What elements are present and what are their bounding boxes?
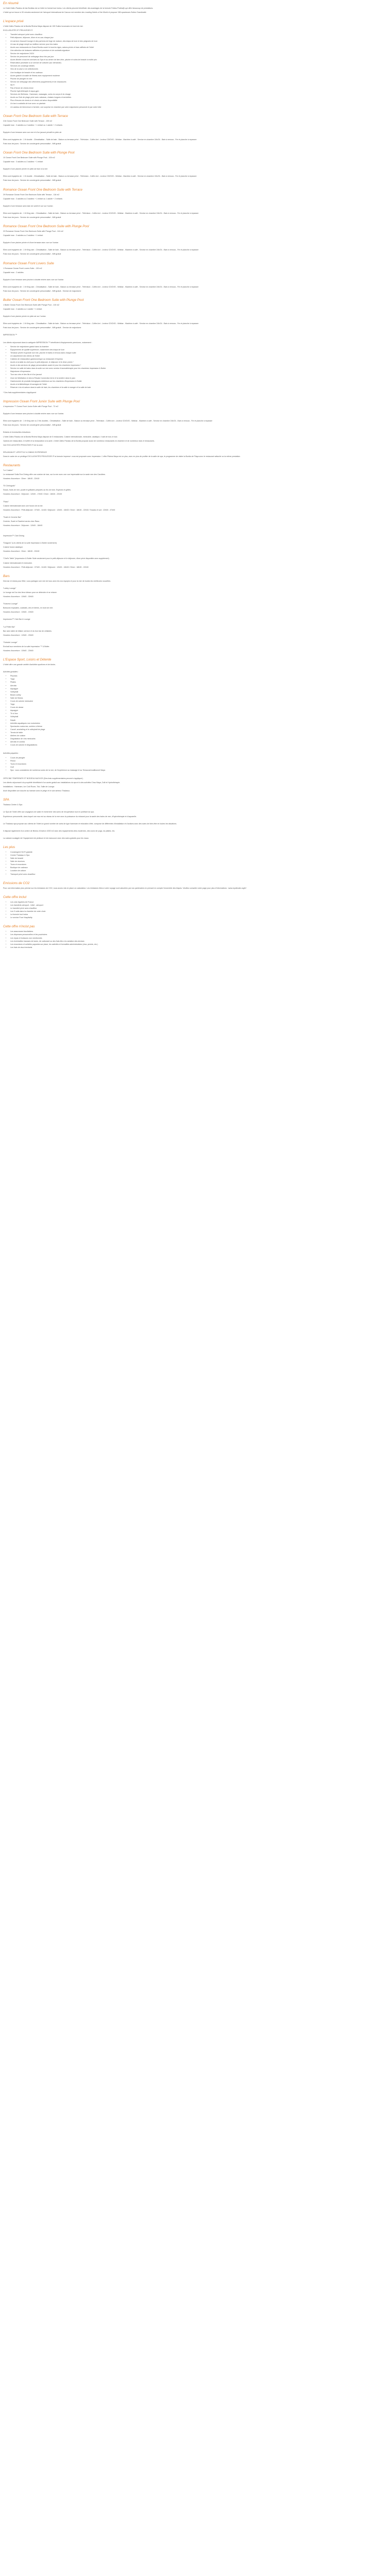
section-heading: Cette offre inclut — [3, 895, 27, 899]
paragraph: Horaires d'ouverture : Dîner : 18h30 - 22h30 — [3, 478, 40, 480]
paragraph: * Des frais supplémentaires s'appliquent — [3, 391, 37, 394]
paragraph: Horaires d'ouverture : Petit-déjeuner : 07h00 - 11h00 / Déjeuner : 12h00 - 16h00 / Dîner : 18h30 - 22h30 / Snacks et soir : 22h00 - 07h00 — [3, 509, 116, 511]
paragraph: "El Chiringuito" — [3, 485, 15, 487]
list-item: • Cours de plongée — [10, 756, 387, 759]
paragraph: Bar avec table de billard, service et du bon bar de whiskies. — [3, 630, 52, 632]
list-item: • Plus d'heures de check-in et check-out selon disponibilité — [10, 99, 387, 102]
paragraph: Des bar et restos pour fêter, vous partagez une mer de tous avec les nos équipes et pour la mer de toutes les meilleures nouvelles. — [3, 580, 111, 582]
list-item: • Accès à des services de plage personnalisés avant et pour les chambres Impression * — [10, 364, 387, 367]
paragraph: Capacité max : 3 adultes ou 2 adultes + 1 enfant — [3, 234, 43, 237]
list-item: • Cours de cuisine mexicaine — [10, 700, 387, 703]
section-heading: L'espace privé — [3, 20, 24, 24]
paragraph: Thalasso Center & Spa — [3, 804, 23, 806]
section-heading: L'Espace Sport, Loisirs et Détente — [3, 658, 52, 662]
section-heading: Romance Ocean Front Lovers Suite — [3, 261, 54, 265]
paragraph: Elles sont équipées de : 1 lit double - Climatisation - Salle de bain - Balcon ou terrasse privé - Télévision - Coffre-fort - Lecteur CD/DVD - Minibar - Machine à café - Service en chambre 24h/24 - Bain à remous - Fer et planche à repasser — [3, 175, 197, 178]
paragraph: Horaires d'ouverture : Petit-déjeuner : 07h00 - 11h00 / Déjeuner : 12h00 - 16h00 / Dîner : 18h30 - 22h30 — [3, 566, 89, 568]
paragraph: Cuisine fusion asiatique. — [3, 546, 23, 549]
paragraph: "Dragons" (Les clients de la suite Impression & Butler seulement) — [3, 542, 57, 545]
list-item: • Transport privé avec chauffeur — [10, 873, 387, 876]
paragraph: OFFICINE TEMPERATE ET BODEGA NUOVOS (Des frais supplémentaires peuvent s'appliquer) — [3, 777, 83, 779]
list-item: • Terrasse privée et grande vue mer, piscine et bains à remous dans chaque suite — [10, 351, 387, 354]
list-item: • Cabines de restauration gastronomique au restaurant d'Impress — [10, 358, 387, 361]
paragraph: 10 Ocean Front One Bedroom Suite with Plunge Pool - 105 m2 — [3, 157, 55, 159]
list-item: • Yoga — [10, 703, 387, 706]
list-item: • Spa : vous constaterez de nombreux soins de la mer, de l'expérience au massage et au Temazcal traditionnel Maya — [10, 769, 387, 772]
paragraph: Le lounge est l'un des lieux idéaux pour se détendre et se relaxer. — [3, 591, 57, 594]
section-romance-ocean-front-one-bedroom-suite-with-terrace — [3, 188, 387, 219]
list-item: • Boutique de cadeaux — [10, 866, 387, 869]
list-item: • Tour aux vins et des lits et d'un jacuzzi — [10, 373, 387, 376]
list-item: • Volleyball — [10, 690, 387, 693]
paragraph: "Sushi & Ceviche Bar" — [3, 516, 22, 518]
paragraph: Ceviche, Sushi et Sashimi servis chez Raso. — [3, 520, 40, 522]
list-item: • Cours de danse — [10, 706, 387, 709]
list-item: • Zone de Méditation et des la Rituals Connection terre et la lumière dans le parc — [10, 377, 387, 380]
section-heading: Romance Ocean Front One Bedroom Suite with Plunge Pool — [3, 225, 89, 229]
list-item: • Conciergerie Wi-Fi gratuite — [10, 851, 387, 854]
paragraph: Horaires d'ouverture : 12h00 - 23h00 — [3, 634, 34, 636]
paragraph: Enfants et éventuelles réductions — [3, 431, 30, 434]
paragraph: Horaires d'ouverture : Déjeuner : 12h00 - 17h00 / Dîner : 18h30 - 22h30 — [3, 493, 62, 496]
section-les-plus — [3, 845, 387, 876]
list-item: • Majordome d'impression — [10, 370, 387, 373]
section-emissions-de-co2 — [3, 882, 387, 890]
list-item: • Yoga — [10, 677, 387, 681]
list-item: • Dégustation de vins mexicains — [10, 737, 387, 740]
list-item: • Volleyball — [10, 715, 387, 718]
paragraph: 216 Ocean Front One Bedroom Suite with Terrace - 105 m2 — [3, 120, 53, 122]
paragraph: Dans le cadre de ce privilège EXCLUSIVITÉS PRIVILÈGES ® la formule Impress+ vous est proposée avec Impression. L'offre Riviera Maya est un plus, avec en plus de profiter de la salle de spa, le programme de visiter la Bonita de Playa avec le restaurant rattaché un la même prestation. — [3, 455, 241, 457]
section-impression-ocean-front-junior-suite-with-plunge-pool — [3, 400, 387, 458]
paragraph: "Le Cuisine" — [3, 469, 13, 471]
list-item: • Pas d'heure de check-in/out — [10, 87, 387, 90]
list-item: • Les éventuelles hausses de taxes, de carburant ou des frais liés à la variation des devises — [10, 940, 387, 943]
paragraph: Il dispose également d'un centre de fitness d'environ 1000 m2 avec des équipements ultra-modernes, des cours de yoga, du pilates, etc. — [3, 829, 116, 832]
paragraph: Impression™ Club Bar & Lounge — [3, 618, 30, 621]
paragraph: "Raso" — [3, 500, 9, 503]
paragraph: "Outside Lounge" — [3, 641, 18, 643]
section-romance-ocean-front-one-bedroom-suite-with-plunge-pool — [3, 225, 387, 256]
paragraph: "Chef's Table" (Impression & Butler Suite seulement pour le petit-déjeuner et le déjeuner, dîner privé disponible avec supplément) — [3, 557, 109, 560]
paragraph: Impression™ Club Dining — [3, 535, 24, 537]
list-item: • Location de voiture — [10, 869, 387, 872]
paragraph: Voir EXCLUSIVITÉS PRIVILÈGES ® de la zone. — [3, 444, 43, 446]
list-item: • Réservation prioritaire à un service de voiturier (sur demande) — [10, 61, 387, 64]
list-item: • Accès aux restaurants du Grand Bonita ouvert à tous les âges, salons privés et bars raffinés de l'hôtel — [10, 46, 387, 49]
paragraph: Horaires d'ouverture : 10h00 - 19h00 — [3, 611, 34, 614]
section-en-resume — [3, 2, 387, 14]
section-heading: Emissions de CO2 — [3, 881, 30, 885]
list-item: • Le transfert privé avec chauffeur — [10, 907, 387, 910]
list-item: • Service de majordome gratuit dans la chambre — [10, 345, 387, 348]
paragraph: Exclusif aux membres de la suite Impression ™ & Butler. — [3, 645, 50, 648]
paragraph: Boissons tropicales, cocktails, vins et bières, en bord de mer. — [3, 607, 54, 609]
paragraph: Options de restauration, le buffet et la restauration à la carte. L'hôtel Zafiro Paraiso de la Bonita propose aussi de nombreux restaurants en chambre et de nombreux bars et restaurants. — [3, 439, 155, 442]
list-item: • Accès illimité à tous les services du Spa et au centre de bien-être, piscine et soins de beauté à moitié prix — [10, 58, 387, 61]
paragraph: Horaires d'ouverture : 10h00 - 00h00 — [3, 596, 34, 598]
list-item: • Le service Pure Hospitality — [10, 916, 387, 919]
paragraph: Capacité max : 2 adultes — [3, 271, 24, 274]
paragraph: Horaires d'ouverture : Déjeuner : 12h00 - 16h00 — [3, 524, 43, 527]
list-item: • Un service d'accueil lounge et des parfums de linge de maison, des draps de luxe et des peignoirs de luxe — [10, 40, 387, 43]
section-heading: Restaurants — [3, 463, 21, 467]
list-item: • Activités aquatiques non motorisées — [10, 722, 387, 725]
list-item: • Kayak — [10, 719, 387, 722]
section-block-8 — [3, 330, 387, 394]
list-item: • Salle de fitness — [10, 697, 387, 700]
list-item: • Canoë, snorkeling et le volleyball de plage — [10, 728, 387, 731]
list-item: • Service en salle de bains dans la suite sur mer avec service d'aromathérapie pour les chambres Impression & Butler — [10, 367, 387, 370]
section-cette-offre-inclut — [3, 895, 387, 920]
paragraph: Cuisine internationale et mexicaine. — [3, 562, 32, 564]
list-item: • Les 9 nuits dans la chambre de votre choix — [10, 910, 387, 913]
paragraph: Horaires d'ouverture : 10h00 - 23h00 — [3, 649, 34, 652]
section-heading: Cette offre n'inclut pas — [3, 925, 35, 929]
paragraph: 23 Romance Ocean Front One Bedroom Suite with Plunge Pool - 116 m2 — [3, 230, 63, 233]
list-item: • Équipements de qualité supérieure, notamment des draps de luxe — [10, 348, 387, 351]
paragraph: L'hôtel offre une grande variété d'activités sportives et de loisirs. — [3, 664, 56, 666]
list-item: • Les excursions et activités payantes sur place, les activités et formalités administratives (visa, permis, etc.) — [10, 943, 387, 946]
paragraph: Installations : Hammam, Ice Cold Room, Tub, Salle de Lounge. — [3, 786, 55, 788]
paragraph: Equipée d'une terrasse avec piscine à double entrée avec vue sur l'océan — [3, 278, 64, 281]
paragraph: Capacité max : 2 adultes ou 1 adulte + 1 enfant — [3, 308, 42, 311]
list-item: • Les frais de visa éventuels — [10, 946, 387, 949]
paragraph: Frais tous les jours : Service de conciergerie personnalisé - Wifi gratuit — [3, 179, 61, 182]
list-item: • Service de nettoyage des vêtements (supplément) et de chaussures — [10, 80, 387, 83]
paragraph: Horaires d'ouverture : Dîner : 18h30 - 22h30 — [3, 550, 40, 553]
list-item: • Wi-Fi — [10, 83, 387, 87]
list-item: • Piscines — [10, 674, 387, 677]
paragraph: Frais tous les jours : Service de conciergerie personnalisé - Wifi gratuit — [3, 143, 61, 145]
paragraph: L'hôtel Zafiro Paraiso de la Bonita Riviera Maya dispose de 5 restaurants. Cuisine internationale, mexicaine, asiatique, il sait de tout, le tout. — [3, 435, 118, 438]
list-item: • Cours de cuisine et dégustations — [10, 743, 387, 747]
list-item: • Réserver à la mi-saison dans la salle de bain, les chambres et la salle à manger et la salle de bain — [10, 386, 387, 389]
paragraph: Frais tous les jours : Service de conciergerie personnalisé - Wifi gratuit — [3, 216, 61, 218]
list-item: • Piscine de plongée en mer — [10, 77, 387, 80]
paragraph: Frais tous les jours : Service de conciergerie personnalisé - Wifi gratuit - Service de majordome — [3, 327, 82, 329]
list-item: • Pêche — [10, 759, 387, 762]
paragraph: Elles sont équipées de : 1 lit King size - Climatisation - Salle de bain - Balcon ou terrasse privé - Télévision - Coffre-fort - Lecteur CD/DVD - Minibar - Machine à café - Service en chambre 24h/24 - Bain à remous - Fer et planche à repasser — [3, 212, 199, 214]
list-item: • La formule tout inclus — [10, 913, 387, 916]
paragraph: "La Petite Bar" — [3, 625, 15, 628]
section-heading: Impression Ocean Front Junior Suite with Plunge Pool — [3, 400, 80, 404]
list-item: • Salle de réunions — [10, 860, 387, 863]
section-heading: Ocean Front One Bedroom Suite with Terrace — [3, 114, 68, 118]
bullet-list — [3, 930, 387, 949]
section-heading: SPA — [3, 798, 9, 802]
paragraph: Equipée d'une terrasse avec bain de soleil et vue sur l'océan — [3, 205, 53, 207]
list-item: • Spectacles nocturnes, soirées à thème — [10, 725, 387, 728]
paragraph: Snack, fruits de mer, poulet et grillades préparés au feu de bois. Espèces et grillés. — [3, 489, 71, 492]
list-item: • Un cadeau de bienvenue à l'arrivée, une surprise en chambre par votre majordome personnel et par votre hôte — [10, 106, 387, 109]
paragraph: Equipée d'une terrasse avec vue mer et d'un jacuzzi privatif en plein air — [3, 131, 62, 133]
paragraph: Elles sont équipées de : 1 lit King size - Climatisation - Salle de bain - Balcon ou terrasse privé - Télévision - Coffre-fort - Lecteur CD/DVD - Minibar - Machine à café - Service en chambre 24h/24 - Bain à remous - Fer et planche à repasser — [3, 285, 199, 288]
list-item: • Tours et excursions — [10, 863, 387, 866]
list-item: • Services de concierge dédiés — [10, 64, 387, 67]
paragraph: 29 Romance Ocean Front One Bedroom Suite with Terrace - 116 m2 — [3, 193, 60, 196]
paragraph: Les clients séjournant dans la catégorie IMPRESSION ™ bénéficient d'équipements premiums, notamment : — [3, 341, 92, 344]
list-item: • Une boutique de beauté et les cadeaux — [10, 71, 387, 74]
paragraph: Equipée d'une piscine privée et d'une terrasse avec vue sur l'océan — [3, 242, 59, 244]
list-item: • Tours et excursions — [10, 762, 387, 766]
list-item: • Aérobic — [10, 684, 387, 687]
paragraph: SPA ASIAN ET LIFESTYLE & DINING EXPERIENCE — [3, 451, 47, 453]
section-cette-offre-n-inclut-pas — [3, 925, 387, 949]
section-ocean-front-one-bedroom-suite-with-terrace — [3, 114, 387, 145]
list-item: • Les assurances facultatives — [10, 930, 387, 933]
list-item: • Centre Thalasso & Spa — [10, 854, 387, 857]
paragraph: Avoir disponible une douche au hamam avec le piège et le soin sérieux Thalasso. — [3, 790, 70, 792]
paragraph: Activités gratuites : — [3, 671, 19, 673]
section-heading: Les plus — [3, 845, 15, 849]
paragraph: 4 Impression ™ Ocean Front Junior Suite with Plunge Pool - 72 m2 — [3, 405, 59, 408]
section-l-espace-sport-loisirs-et-detente — [3, 658, 387, 747]
paragraph: Frais tous les jours : Service de conciergerie personnalisé - Wifi gratuit - Service de majordome — [3, 290, 82, 292]
list-item: • Un assortiment des bières de l'hôtel — [10, 354, 387, 358]
list-item: • Tennis de table — [10, 731, 387, 734]
section-ocean-front-one-bedroom-suite-with-plunge-pool — [3, 151, 387, 182]
paragraph: Elles sont équipées de : 1 lit King size ou 2 lits doubles - Climatisation - Salle de bain - Balcon ou terrasse privé - Télévision - Coffre-fort - Lecteur CD/DVD - Minibar - Machine à café - Service en chambre 24h/24 - Bain à remous - Fer et planche à repasser — [3, 420, 213, 422]
paragraph: "Lobby Lounge" — [3, 587, 17, 589]
bullet-list — [3, 674, 387, 747]
paragraph: Capacité max : 3 adultes ou 2 adultes + 1 enfant ou 1 adulte + 2 enfants — [3, 124, 62, 126]
bullet-list — [3, 756, 387, 772]
paragraph: L'hôtel Zafiro Paraiso de la Bonita Riviera Maya dispose de 105 Suites luxueuses en bord de mer. — [3, 25, 84, 28]
list-item: • Service de majordome 24/24 — [10, 52, 387, 55]
paragraph: Elles sont équipées de : 1 lit King size - Climatisation - Salle de bain - Balcon ou terrasse privé - Télévision - Coffre-fort - Lecteur CD/DVD - Minibar - Machine à café - Service en chambre 24h/24 - Bain à remous - Fer et planche à repasser — [3, 323, 199, 325]
list-item: • Accès au Club de plage privé avec cabanas, chaises longues et serviettes — [10, 96, 387, 99]
list-item: • Pilates — [10, 681, 387, 684]
paragraph: Le restaurant Sofia Fine Dining offre une cuisine de luxe, sur la mer avec une vue imprenable sur la vaste mer des Caraïbes. — [3, 473, 106, 476]
section-romance-ocean-front-lovers-suite — [3, 262, 387, 293]
list-item: • Un sac de plage rempli au meilleur service pour les mains — [10, 43, 387, 46]
bullet-list — [3, 851, 387, 876]
section-l-espace-prive — [3, 20, 387, 108]
section-heading: Butler Ocean Front One Bedroom Suite with Plunge Pool — [3, 298, 84, 302]
list-item: • Aquagym — [10, 709, 387, 712]
list-item: • Gastronomie de produits biologiques extérieurs sur les chambres d'Impression & Butler — [10, 380, 387, 383]
list-item: • Un bar à cocktails de luxe avec un pianiste — [10, 102, 387, 105]
paragraph: Activités payantes : — [3, 752, 19, 755]
bullet-list — [3, 345, 387, 389]
list-item: • Beach-volley — [10, 693, 387, 697]
bullet-list — [3, 901, 387, 920]
section-butler-ocean-front-one-bedroom-suite-with-plunge-pool — [3, 298, 387, 329]
paragraph: Elles sont équipées de : 1 lit King size - Climatisation - Salle de bain - Balcon ou terrasse privé - Télévision - Coffre-fort - Lecteur CD/DVD - Minibar - Machine à café - Service en chambre 24h/24 - Bain à remous - Fer et planche à repasser — [3, 249, 199, 251]
bullet-list — [3, 33, 387, 108]
paragraph: Elles sont équipées de : 1 lit double - Climatisation - Salle de bain - Balcon ou terrasse privé - Télévision - Coffre-fort - Lecteur CD/DVD - Minibar - Machine à café - Service en chambre 24h/24 - Bain à remous - Fer et planche à repasser — [3, 138, 197, 141]
list-item: • Golf — [10, 766, 387, 769]
paragraph: Capacité max : 3 adultes ou 2 adultes + 1 enfant ou 1 adulte + 2 enfants — [3, 197, 62, 200]
paragraph: Pour une information plus précise sur les émissions de CO2, nous avons mis en place un calculateur. Les émissions liées à votre voyage sont calculées par nos partenaires en prenant en compte l'ensemble des étapes. Veuillez consulter notre page pour plus d'informations : www.myclimate.org/fr/ — [3, 887, 247, 889]
section-bars — [3, 574, 387, 614]
list-item: • Service de personnel de nettoyage deux fois par jour — [10, 55, 387, 58]
section-block-14 — [3, 749, 387, 792]
list-item: • Une sélection de boissons raffinées et premium et de cocktails signature — [10, 49, 387, 52]
list-item: • Les vols réguliers Air France — [10, 901, 387, 904]
list-item: • Transfert aéroport privé avec chauffeur — [10, 33, 387, 36]
paragraph: Le Thalasso spa propose aux clients de l'hôtel un grand nombre de soins de type hammam et relaxation d'été, composé de différentes d'installation et d'actions avec des soins de bien-être en toutes les situations. — [3, 822, 177, 825]
paragraph: Cuisine internationale avec une fusion de la mer. — [3, 504, 43, 507]
section-heading: Ocean Front One Bedroom Suite with Plunge Pool — [3, 151, 75, 155]
paragraph: 1 Butler Ocean Front One Bedroom Suite with Plunge Pool - 130 m2 — [3, 303, 59, 306]
paragraph: Equipée d'une terrasse avec piscine à double entrée avec vue sur l'océan. — [3, 413, 64, 415]
list-item: • Accès à la table du chef pour le petit-déjeuner, le déjeuner et le dîner privés * — [10, 361, 387, 364]
paragraph: 1 Romance Ocean Front Lovers Suite - 130 m2 — [3, 267, 42, 269]
list-item: • Ateliers de cuisine — [10, 734, 387, 737]
paragraph: Equipée d'une piscine privée en plein air sur l'océan — [3, 315, 46, 318]
section-heading: Romance Ocean Front One Bedroom Suite with Terrace — [3, 188, 83, 192]
paragraph: Les clients séjournant à la propriété bénéficient d'un accès gratuit aux installations du spa et à des activités Chao Maya, Zulli et Hydrothérapie. — [3, 782, 120, 784]
section-spa — [3, 798, 387, 840]
paragraph: La cabane soulagée de l'équipement de pédicure et de manucure avec des soins gratuits pour les maux. — [3, 837, 89, 839]
paragraph: Equipée d'une piscine privée en plein air face à la mer — [3, 168, 48, 171]
list-item: • Piscine hydrothérapie et aqua-gym — [10, 90, 387, 93]
paragraph: Frais tous les jours : Service de conciergerie personnalisé - Wifi gratuit — [3, 424, 61, 427]
section-heading: Bars — [3, 574, 10, 578]
list-item: • Salle de beauté — [10, 857, 387, 860]
list-item: • Les dépenses personnelles et les pourboires — [10, 933, 387, 936]
list-item: • Aérobic et zumba — [10, 740, 387, 743]
section-block-12 — [3, 615, 387, 652]
paragraph: EXCLUSIVITÉS ET PRIVILÈGES ® — [3, 29, 33, 32]
list-item: • Vins de la cave à vin sélectionnés — [10, 67, 387, 71]
section-heading: En résumé — [3, 2, 19, 5]
hotel-description-page — [0, 0, 391, 956]
paragraph: "Kokomo Lounge" — [3, 603, 18, 605]
paragraph: Frais tous les jours : Service de conciergerie personnalisé - Wifi gratuit — [3, 253, 61, 256]
paragraph: Expérience personnelle, dans lequel une eau est au niveau de la mer avec la puissance du relaxant pour la santé des bains de mer, d'hydrothérapie et d'aquarelle. — [3, 815, 137, 818]
paragraph: Le Hotel Zafiro Paraiso de las Bonitas est un hôtel en format tout inclus. Les clients peuvent bénéficier des avantages de la formule Follow-Protéa@-qui offre beaucoup de prestations. — [3, 7, 154, 9]
list-item: • Services de Wellness : Hammam, massages, soins du corps et du visage — [10, 93, 387, 96]
list-item: • Petit-déjeuner, déjeuner, dîner et en-cas chaque jour — [10, 36, 387, 39]
list-item: • Accès à la bibliothèque d'ouvrages de l'hôtel — [10, 383, 387, 386]
paragraph: IMPRESSION ™ — [3, 334, 18, 336]
list-item: • Tir à l'arc — [10, 712, 387, 715]
paragraph: L'hôtel qui se trouve à 30 minutes seulement de l'aéroport international de Cancun est membre des Leading Hotels of the World et propose 158 spacieuses Suites Grandiosité. — [3, 11, 147, 14]
list-item: • Aquagym — [10, 687, 387, 690]
paragraph: Le Spa de l'hôtel offre aux voyageurs de saisir et rechercher des soins de récupération tout en profitant du spa. — [3, 811, 94, 814]
list-item: • Accès gratuit à la salle de fitness avec équipement moderne — [10, 74, 387, 77]
section-restaurants — [3, 464, 387, 569]
list-item: • Les transferts aéroport - hôtel - aéroport — [10, 904, 387, 907]
list-item: • Les repas et boissons non mentionnés — [10, 937, 387, 940]
paragraph: Capacité max : 3 adultes ou 2 adultes + 1 enfant — [3, 161, 43, 163]
